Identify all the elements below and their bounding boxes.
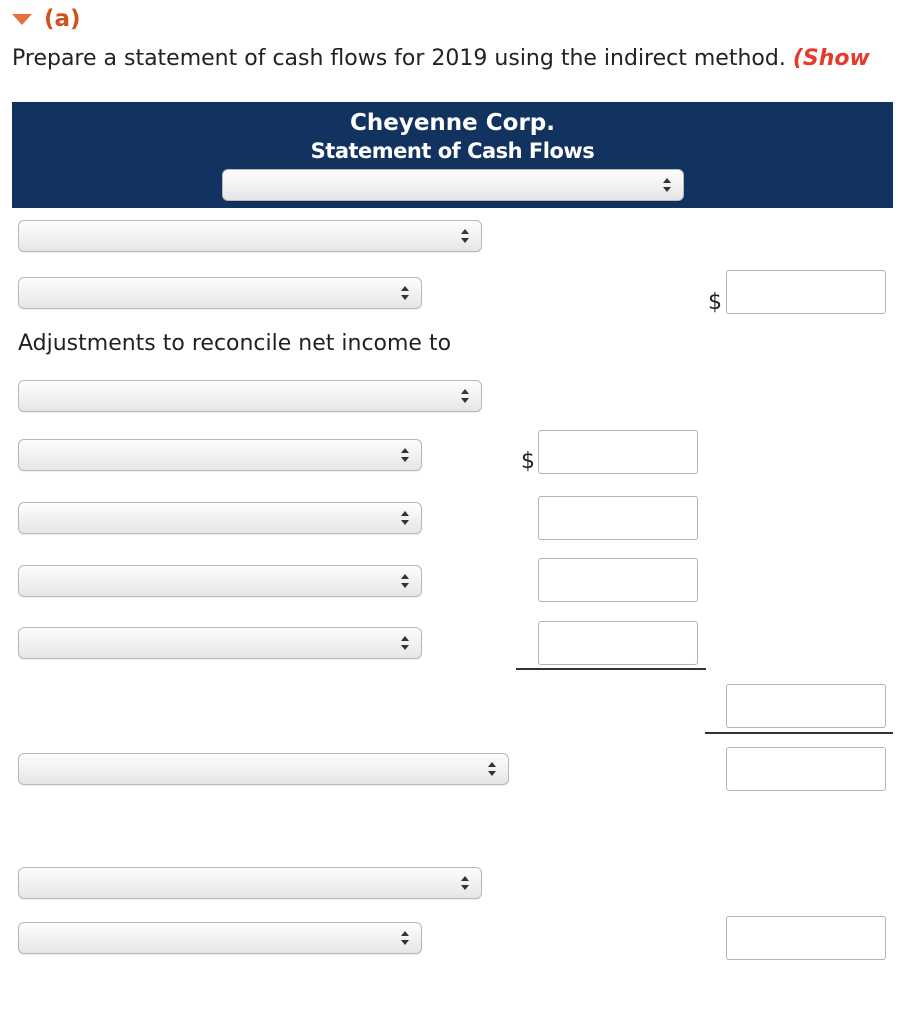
currency-symbol: $ (708, 290, 722, 315)
adjustments-label: Adjustments to reconcile net income to (18, 331, 452, 356)
collapse-triangle-icon (12, 14, 32, 25)
select-arrows-icon (663, 178, 671, 192)
instruction-main: Prepare a statement of cash flows for 2019 using the indirect method. (12, 46, 793, 71)
adjustment-amount-input-2[interactable] (538, 496, 698, 540)
adjustment-amount-input-1[interactable] (538, 430, 698, 474)
adjustment-amount-input-4[interactable] (538, 621, 698, 665)
instruction-text (12, 46, 912, 71)
total-adjustments-input[interactable] (726, 684, 886, 728)
statement-title: Statement of Cash Flows (310, 139, 595, 163)
adjustments-select[interactable] (18, 380, 482, 412)
period-select[interactable] (222, 169, 684, 201)
statement-header-banner (12, 102, 893, 208)
adjustment-item-select-2[interactable] (18, 502, 422, 534)
part-toggle[interactable] (12, 6, 81, 32)
total-rule (705, 732, 893, 734)
adjustment-item-select-1[interactable] (18, 439, 422, 471)
instruction-emphasis: (Show (792, 46, 870, 71)
activity-select-2[interactable] (18, 867, 482, 899)
select-arrows-icon (461, 229, 469, 243)
adjustment-item-select-3[interactable] (18, 565, 422, 597)
net-cash-select[interactable] (18, 753, 509, 785)
select-arrows-icon (461, 389, 469, 403)
net-income-select[interactable] (18, 277, 422, 309)
adjustment-amount-input-3[interactable] (538, 558, 698, 602)
select-arrows-icon (461, 876, 469, 890)
currency-symbol: $ (521, 449, 535, 474)
select-arrows-icon (401, 636, 409, 650)
part-label: (a) (44, 6, 81, 32)
adjustment-item-select-4[interactable] (18, 627, 422, 659)
subtotal-rule (516, 668, 706, 670)
select-arrows-icon (401, 574, 409, 588)
select-arrows-icon (401, 286, 409, 300)
select-arrows-icon (488, 762, 496, 776)
net-cash-input[interactable] (726, 747, 886, 791)
net-income-input[interactable] (726, 270, 886, 314)
activity-select-1[interactable] (18, 220, 482, 252)
activity-item-select[interactable] (18, 922, 422, 954)
company-name: Cheyenne Corp. (349, 110, 556, 136)
select-arrows-icon (401, 511, 409, 525)
activity-item-input[interactable] (726, 916, 886, 960)
select-arrows-icon (401, 448, 409, 462)
select-arrows-icon (401, 931, 409, 945)
